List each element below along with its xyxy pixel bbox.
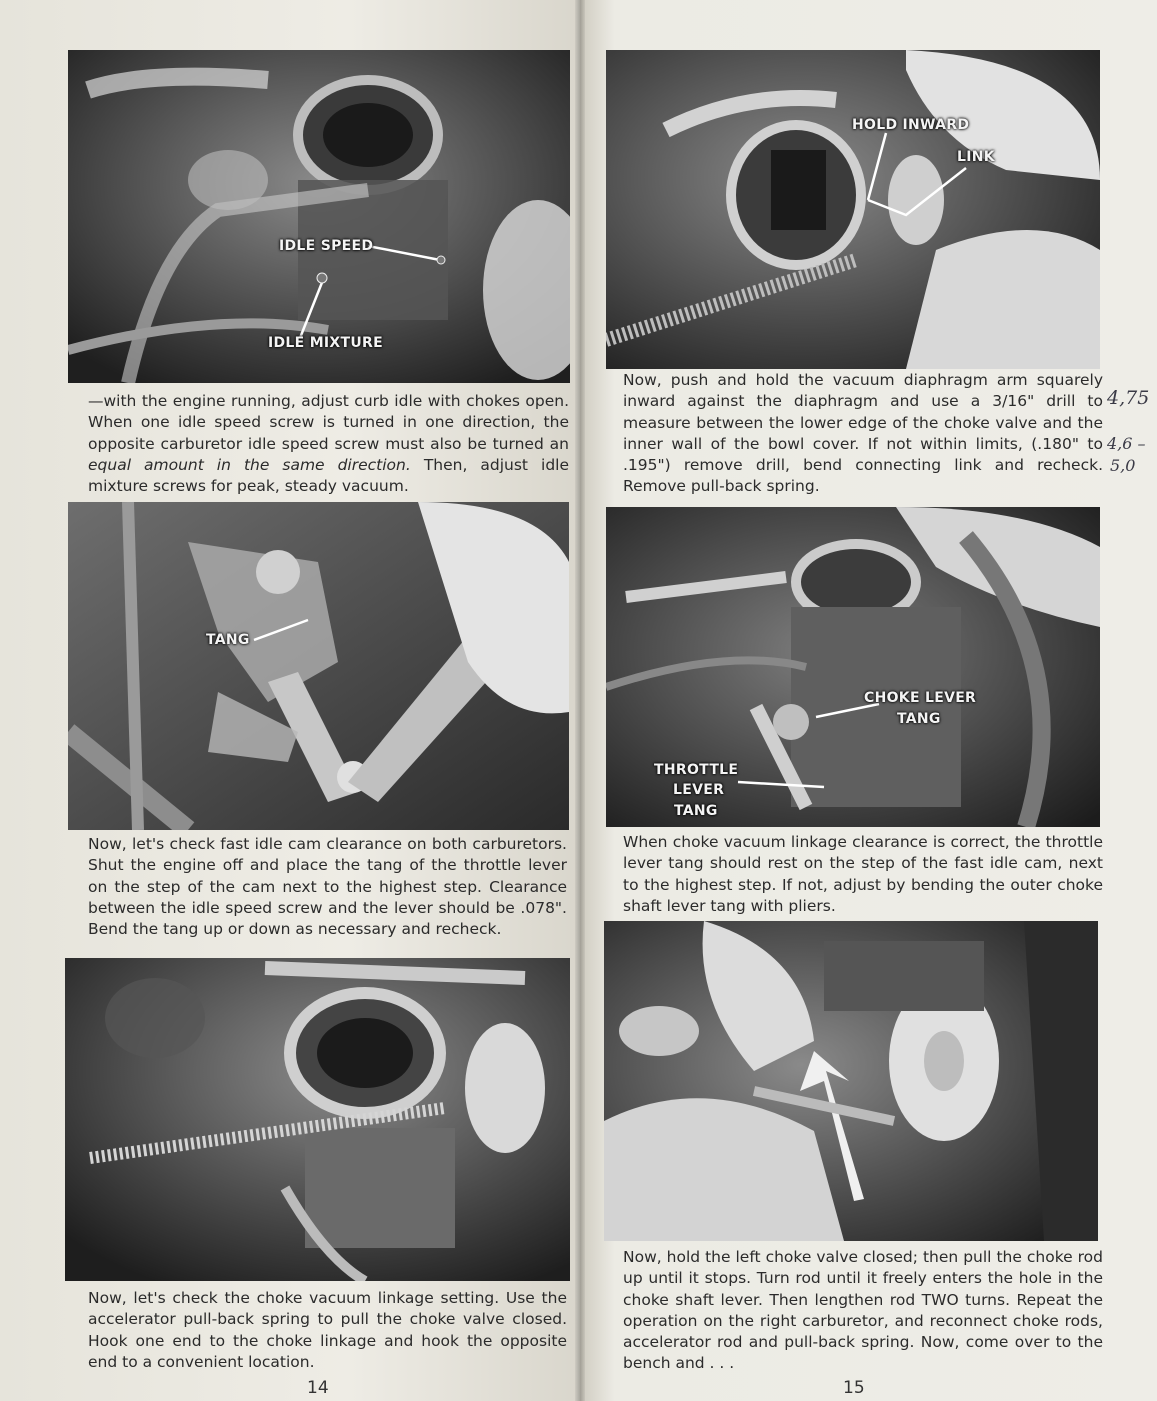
callout-hold-inward: HOLD INWARD [852,117,970,133]
callout-throttle-lever: LEVER [673,782,725,798]
photo-choke-rod-adjustment [604,921,1098,1241]
handwritten-note-drill-size: 4,75 [1107,387,1150,409]
photo-fast-idle-cam [68,502,569,830]
callout-tang: TANG [206,632,250,648]
handwritten-note-range-low: 4,6 – [1107,434,1146,453]
photo-idle-adjustment [68,50,570,383]
callout-choke-lever-tang: TANG [897,711,941,727]
photo-choke-valve-clearance [606,50,1100,369]
caption-text: —with the engine running, adjust curb idle with chokes open. When one idle speed screw is turned in one direction, the opposite carburetor idle speed screw must also be turned an [88,392,569,453]
book-gutter [575,0,585,1401]
callout-link: LINK [957,149,995,165]
caption-choke-valve-clearance: Now, push and hold the vacuum diaphragm arm squarely inward against the diaphragm and use a 3/16" drill to measure between the lower edge of the choke valve and the inner wall of the bowl cover. If not within limits, (.180" to .195") remove drill, bend connecting link and recheck. Remove pull-back spring. [623,371,1103,496]
photo-throttle-lever-tang [606,507,1100,827]
handwritten-note-range-high: 5,0 [1110,456,1136,475]
callout-throttle-lever-tang: TANG [674,803,718,819]
callout-throttle: THROTTLE [654,762,739,778]
caption-idle-adjustment [88,391,569,497]
page-number-left: 14 [307,1378,329,1398]
caption-emphasis: equal amount in the same direction. [88,455,411,474]
callout-idle-speed: IDLE SPEED [279,238,374,254]
photo-choke-vacuum-linkage [65,958,570,1281]
caption-choke-vacuum-linkage: Now, let's check the choke vacuum linkage setting. Use the accelerator pull-back spring to pull the choke valve closed. Hook one end to the choke linkage and hook the opposite end to a convenient location. [88,1289,567,1371]
callout-idle-mixture: IDLE MIXTURE [268,335,383,351]
caption-text-end: Then, adjust idle mixture screws for peak, steady vacuum. [88,455,570,496]
caption-throttle-lever-tang: When choke vacuum linkage clearance is correct, the throttle lever tang should rest on the step of the fast idle cam, next to the highest step. If not, adjust by bending the outer choke shaft lever tang with pliers. [623,833,1103,915]
caption-fast-idle-cam: Now, let's check fast idle cam clearance on both carburetors. Shut the engine off and place the tang of the throttle lever on the step of the cam next to the highest step. Clearance between the idle speed screw and the lever should be .078". Bend the tang up or down as necessary and recheck. [88,835,567,939]
page-number-right: 15 [843,1378,865,1398]
callout-choke-lever: CHOKE LEVER [864,690,977,706]
caption-choke-rod-adjustment: Now, hold the left choke valve closed; then pull the choke rod up until it stops. Turn rod until it freely enters the hole in the choke shaft lever. Then lengthen rod TWO turns. Repeat the operation on the right carburetor, and reconnect choke rods, accelerator rod and pull-back spring. Now, come over to the bench and . . . [623,1248,1103,1373]
